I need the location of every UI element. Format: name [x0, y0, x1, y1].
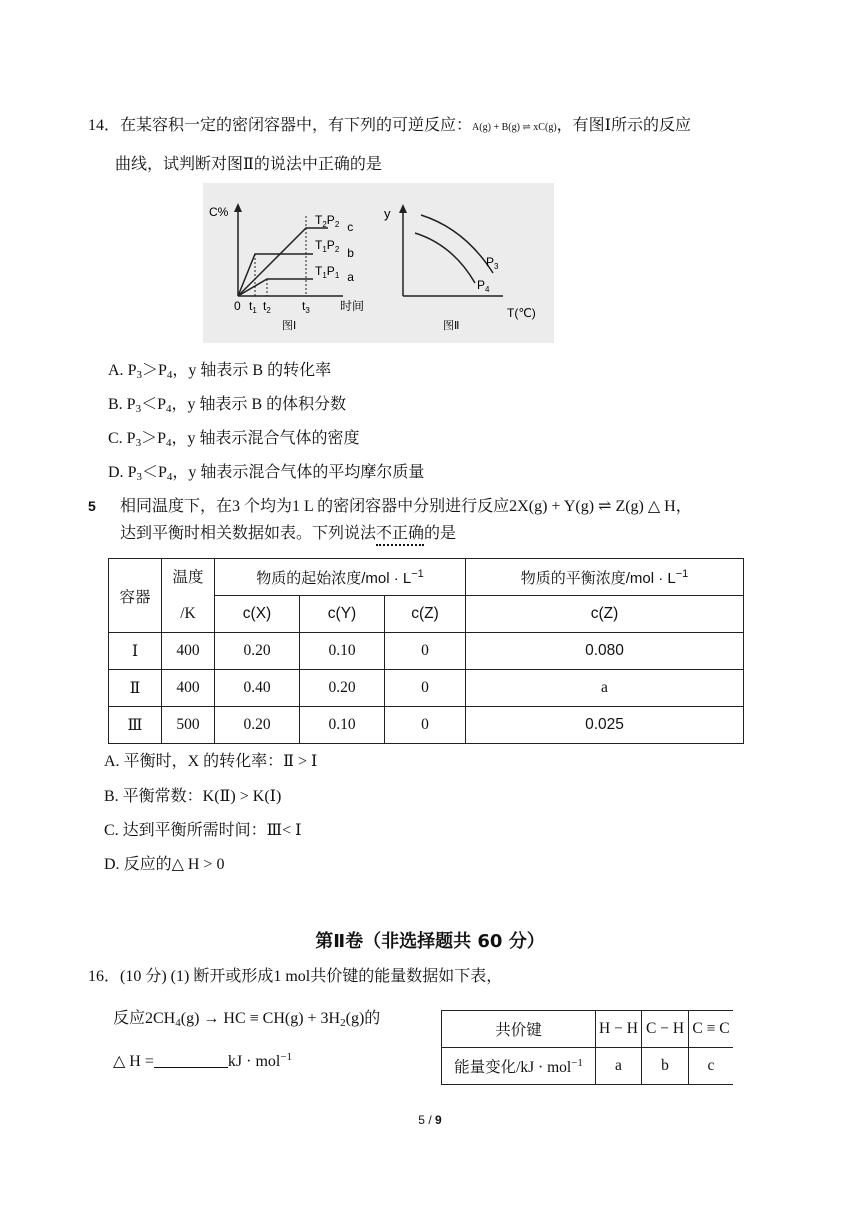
- fig1-t3: $t_3$: [302, 299, 310, 315]
- fig1-ylabel: C%: [209, 205, 229, 219]
- th-cc: C ≡ C: [689, 1011, 734, 1048]
- th-cy: c(Y): [300, 596, 385, 633]
- fig1-y-arrow: [234, 203, 242, 212]
- th-cz: c(Z): [385, 596, 466, 633]
- th-equilibrium-conc: 物质的平衡浓度$/mol \cdot L^{-1}$: [466, 559, 744, 596]
- reaction-equation: A(g) + B(g) ⇌ xC(g): [472, 122, 557, 133]
- th-initial-conc: 物质的起始浓度$/mol \cdot L^{-1}$: [215, 559, 466, 596]
- table-row: 能量变化/kJ · mol$^{-1}$ a b c: [442, 1048, 734, 1085]
- q14-option-a[interactable]: A. $P_3>P_4$，y 轴表示 B 的转化率: [108, 362, 332, 381]
- equilibrium-table: [108, 558, 744, 744]
- emphasis-dotted: 不正确: [376, 525, 424, 546]
- fig2-caption: 图Ⅱ: [443, 320, 460, 332]
- table-row: Ⅲ 500 0.20 0.10 0 0.025: [109, 707, 744, 744]
- q15-option-a[interactable]: A. 平衡时，X 的转化率：Ⅱ > Ⅰ: [104, 753, 318, 770]
- q15-option-d[interactable]: D. 反应的△ H > 0: [104, 856, 225, 873]
- question-16-stem: 16．(10 分) (1) 断开或形成1 mol共价键的能量数据如下表，: [88, 968, 503, 985]
- table-row: Ⅱ 400 0.40 0.20 0 a: [109, 670, 744, 707]
- question-14-stem-line1: 14．在某容积一定的密闭容器中，有下列的可逆反应：A(g) + B(g) ⇌ xC(g)，有图Ⅰ所示的反应: [88, 117, 691, 134]
- th-temperature: 温度 /K: [162, 559, 215, 633]
- figure-svg: [203, 183, 554, 343]
- row-label: 能量变化/kJ · mol$^{-1}$: [442, 1048, 596, 1085]
- fig2-p4-label: $P_4$: [477, 278, 490, 294]
- question-15-stem-line2: 达到平衡时相关数据如表。下列说法不正确的是: [120, 524, 456, 544]
- th-bond: 共价键: [442, 1011, 596, 1048]
- q15-option-c[interactable]: C. 达到平衡所需时间：Ⅲ< Ⅰ: [104, 822, 302, 839]
- fig2-p3-label: $P_3$: [486, 255, 499, 271]
- th-ch: C − H: [642, 1011, 689, 1048]
- fig1-label-c: $T_2P_2$ c: [315, 213, 354, 234]
- fig1-t1: $t_1$: [249, 299, 257, 315]
- page-number: 5 / 9: [418, 1113, 442, 1127]
- th-cx: c(X): [215, 596, 300, 633]
- question-15-number: 5: [88, 498, 96, 514]
- fig1-caption: 图Ⅰ: [282, 320, 297, 332]
- q14-option-d[interactable]: D. $P_3<P_4$，y 轴表示混合气体的平均摩尔质量: [108, 464, 425, 483]
- question-16-delta-h: △ H = kJ · mol$^{-1}$: [113, 1051, 293, 1070]
- question-number: 16．: [88, 968, 121, 985]
- bond-energy-table: [441, 1010, 733, 1085]
- q14-option-b[interactable]: B. $P_3<P_4$，y 轴表示 B 的体积分数: [108, 396, 347, 415]
- fig1-t2: $t_2$: [263, 299, 271, 315]
- reaction-figure: [203, 183, 554, 343]
- question-16-reaction: 反应$2CH_4(g)$ → HC ≡ $CH(g) + 3H_2(g)$的: [113, 1010, 381, 1029]
- question-number: 14．: [88, 117, 121, 134]
- fig2-ylabel: y: [384, 206, 391, 221]
- fig1-label-b: $T_1P_2$ b: [315, 238, 354, 260]
- table-row: Ⅰ 400 0.20 0.10 0 0.080: [109, 633, 744, 670]
- fig2-y-arrow: [399, 204, 407, 213]
- answer-blank[interactable]: [154, 1053, 228, 1068]
- th-cz-equil: c(Z): [466, 596, 744, 633]
- q15-option-b[interactable]: B. 平衡常数：K(Ⅱ) > K(Ⅰ): [104, 788, 282, 805]
- fig2-curve-p3: [421, 215, 493, 273]
- fig1-xlabel: 时间: [340, 299, 365, 313]
- th-hh: H − H: [596, 1011, 642, 1048]
- fig2-xlabel: T(℃): [507, 306, 536, 320]
- fig1-curve-a: [238, 279, 313, 296]
- th-container: 容器: [109, 559, 162, 633]
- question-14-stem-line2: 曲线，试判断对图Ⅱ的说法中正确的是: [115, 156, 382, 173]
- fig1-label-a: $T_1P_1$ a: [315, 264, 354, 284]
- fig1-origin: 0: [234, 299, 241, 313]
- section-title: 第Ⅱ卷（非选择题共 60 分）: [315, 931, 545, 952]
- q14-option-c[interactable]: C. $P_3>P_4$，y 轴表示混合气体的密度: [108, 430, 360, 449]
- question-15-stem-line1: 相同温度下，在3 个均为1 L 的密闭容器中分别进行反应2X(g) + Y(g) ⇌ Z(g) △ H，: [120, 498, 692, 515]
